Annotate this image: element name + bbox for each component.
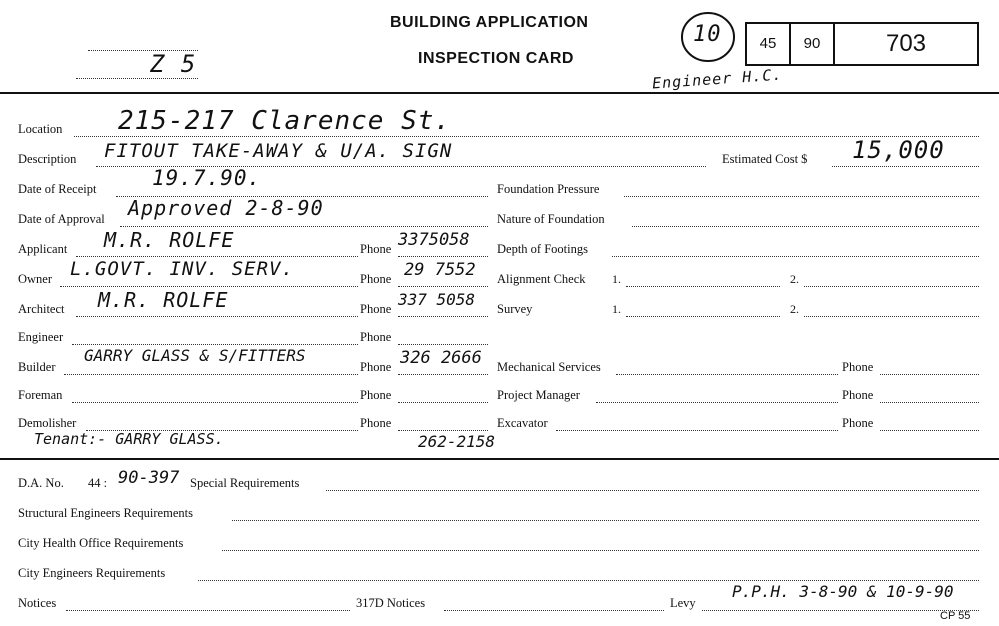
survey-2-line [804,316,979,317]
depth-of-footings-line [612,256,979,257]
architect-phone-label: Phone [360,302,392,316]
mechanical-phone-line [880,374,979,375]
tenant-phone: 262-2158 [418,432,496,451]
date-of-approval-value: Approved 2-8-90 [128,196,324,220]
excavator-phone-label: Phone [842,416,874,430]
survey-2: 2. [790,302,799,316]
applicant-phone-value: 3375058 [398,230,470,250]
engineer-phone-line [398,344,488,345]
section-divider [0,458,999,460]
survey-1-line [626,316,780,317]
architect-phone-value: 337 5058 [398,290,476,309]
alignment-check-1-line [626,286,780,287]
notices-label: Notices [18,596,57,610]
project-manager-label: Project Manager [497,388,580,402]
foreman-line [72,402,358,403]
title-line2: INSPECTION CARD [418,50,574,67]
header-divider [0,92,999,94]
applicant-value: M.R. ROLFE [104,228,235,252]
applicant-phone-label: Phone [360,242,392,256]
date-of-receipt-value: 19.7.90. [152,166,262,190]
alignment-check-1: 1. [612,272,621,286]
foreman-label: Foreman [18,388,63,402]
structural-engineers-line [232,520,979,521]
estimated-cost-line [832,166,979,167]
architect-phone-line [398,316,488,317]
alignment-check-2: 2. [790,272,799,286]
da-prefix: 44 : [88,476,108,490]
applicant-label: Applicant [18,242,68,256]
project-manager-line [596,402,838,403]
district-line [76,78,198,79]
architect-line [76,316,358,317]
project-manager-phone-line [880,402,979,403]
title-line1: BUILDING APPLICATION [390,14,589,31]
structural-engineers-label: Structural Engineers Requirements [18,506,193,520]
city-health-label: City Health Office Requirements [18,536,184,550]
owner-label: Owner [18,272,53,286]
engineer-phone-label: Phone [360,330,392,344]
circled-mark: 10 [693,22,722,47]
location-label: Location [18,122,63,136]
special-requirements-line [326,490,979,491]
demolisher-phone-line [398,430,488,431]
tenant-note: Tenant:- GARRY GLASS. [34,430,224,448]
architect-value: M.R. ROLFE [98,288,229,312]
foreman-phone-label: Phone [360,388,392,402]
form-code: CP 55 [940,610,971,622]
card-box-1: 45 [745,22,791,66]
nature-of-foundation-line [632,226,979,227]
owner-phone-line [398,286,488,287]
date-of-receipt-label: Date of Receipt [18,182,97,196]
mechanical-phone-label: Phone [842,360,874,374]
demolisher-label: Demolisher [18,416,77,430]
location-line [74,136,979,137]
card-box-3: 703 [833,22,979,66]
applicant-line [76,256,358,257]
levy-label: Levy [670,596,696,610]
alignment-check-label: Alignment Check [497,272,586,286]
alignment-check-2-line [804,286,979,287]
notices-line [66,610,350,611]
survey-label: Survey [497,302,533,316]
builder-phone-value: 326 2666 [400,348,482,368]
estimated-cost-label: Estimated Cost $ [722,152,808,166]
description-label: Description [18,152,77,166]
architect-label: Architect [18,302,65,316]
foreman-phone-line [398,402,488,403]
nature-of-foundation-label: Nature of Foundation [497,212,605,226]
card-box-2: 90 [789,22,835,66]
builder-line [64,374,358,375]
location-value: 215-217 Clarence St. [118,106,452,136]
owner-phone-label: Phone [360,272,392,286]
description-value: FITOUT TAKE-AWAY & U/A. SIGN [104,140,453,162]
depth-of-footings-label: Depth of Footings [497,242,588,256]
notices-317d-label: 317D Notices [356,596,426,610]
da-no-label: D.A. No. [18,476,64,490]
city-engineers-label: City Engineers Requirements [18,566,166,580]
survey-1: 1. [612,302,621,316]
date-of-approval-label: Date of Approval [18,212,105,226]
foundation-pressure-label: Foundation Pressure [497,182,600,196]
notices-317d-line [444,610,664,611]
builder-phone-line [398,374,488,375]
engineer-line [72,344,358,345]
estimated-cost-value: 15,000 [852,136,945,164]
district-value: Z 5 [150,50,197,78]
owner-line [60,286,358,287]
excavator-label: Excavator [497,416,548,430]
builder-value: GARRY GLASS & S/FITTERS [84,346,306,365]
da-number: 90-397 [118,468,180,488]
project-manager-phone-label: Phone [842,388,874,402]
engineer-label: Engineer [18,330,64,344]
date-of-approval-line [120,226,488,227]
city-health-line [222,550,979,551]
special-requirements-label: Special Requirements [190,476,300,490]
foundation-pressure-line [624,196,979,197]
excavator-line [556,430,838,431]
mechanical-services-line [616,374,838,375]
builder-label: Builder [18,360,56,374]
excavator-phone-line [880,430,979,431]
mechanical-services-label: Mechanical Services [497,360,601,374]
builder-phone-label: Phone [360,360,392,374]
owner-value: L.GOVT. INV. SERV. [70,258,294,280]
owner-phone-value: 29 7552 [404,260,476,280]
engineer-note: Engineer H.C. [651,65,783,93]
applicant-phone-line [398,256,488,257]
demolisher-phone-label: Phone [360,416,392,430]
levy-value: P.P.H. 3-8-90 & 10-9-90 [732,582,954,601]
levy-line [702,610,979,611]
city-engineers-line [198,580,979,581]
